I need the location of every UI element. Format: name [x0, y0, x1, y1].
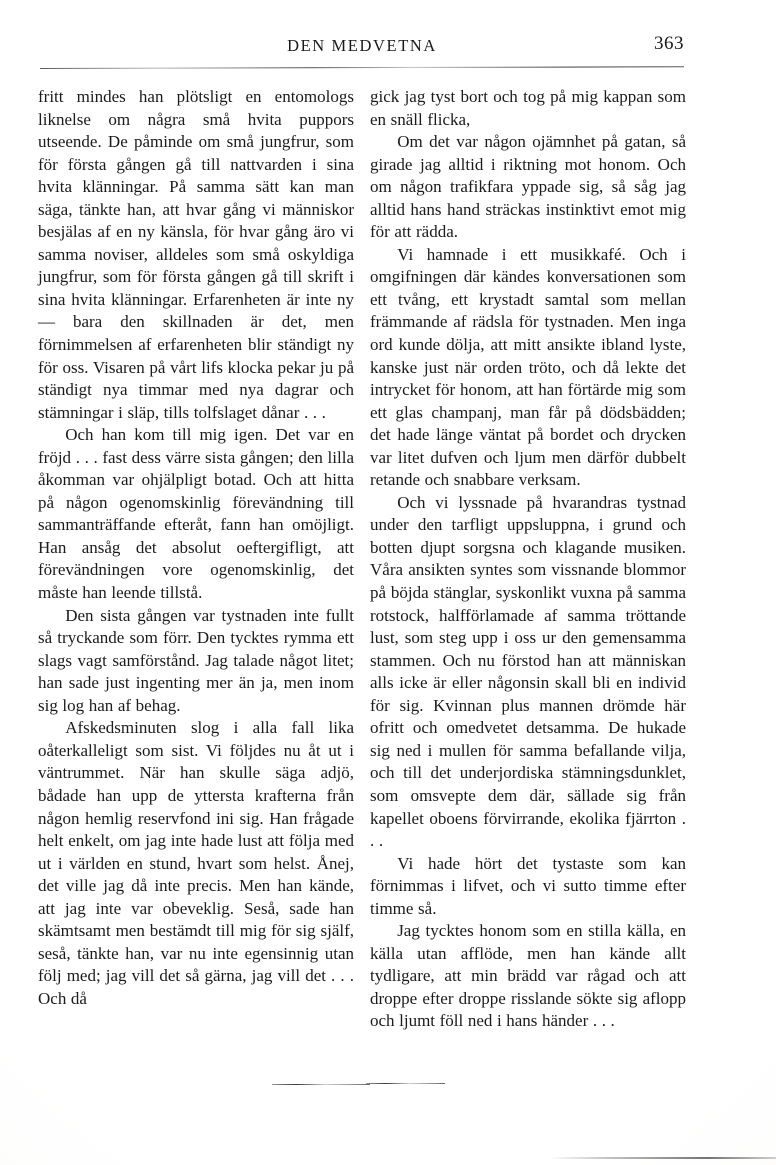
column-foot-rule-left: [272, 1084, 370, 1085]
paragraph: Vi hade hört det tystaste som kan förnimmas i lifvet, och vi sutto timme efter timme så.: [370, 853, 686, 918]
column-left: [38, 86, 354, 1033]
paragraph: fritt mindes han plötsligt en entomologs liknelse om några små hvita puppors utseende. De påminde om små jungfrur, som för första gången gå till nattvarden i sina hvita klänningar. På samma sätt kan man säga, tänkte han, att hvar gång vi människor besjälas af en ny känsla, för hvar gång äro vi samma noviser, alldeles som små oskyldiga jungfrur, som för första gången gå till skrift i sina hvita klänningar. Erfarenheten är inte ny — bara den skillnaden är det, men förnimmelsen af erfarenheten blir ständigt ny för oss. Visaren på vårt lifs klocka pekar ju på ständigt nya timmar med nya dagrar och stämningar i släp, tills tolfslaget dånar . . .: [38, 87, 354, 422]
paragraph: Om det var någon ojämnhet på gatan, så girade jag alltid i riktning mot honom. Och om någon trafikfara yppade sig, så såg jag alltid hans hand sträckas instinktivt emot mig för att rädda.: [370, 132, 686, 242]
scan-edge-artifact: [548, 1157, 776, 1159]
paragraph: Afskedsminuten slog i alla fall lika oåterkalleligt som sist. Vi följdes nu åt ut i väntrummet. När han skulle säga adjö, bådade han upp de yttersta krafterna från någon hemlig reservfond ini sig. Han frågade helt enkelt, om jag inte hade lust att följa med ut i världen en stund, hvart som helst. Ånej, det ville jag då inte precis. Men han kände, att jag inte var obeveklig. Seså, sade han skämtsamt men bestämdt till mig för sig själf, seså, tänkte han, var nu inte egensinnig utan följ med; jag vill det så gärna, jag vill det . . . Och då: [38, 718, 354, 1008]
paragraph: Den sista gången var tystnaden inte fullt så tryckande som förr. Den tycktes rymma ett slags vagt samförstånd. Jag talade något litet; han sade just ingenting mer än ja, men inom sig log han af behag.: [38, 605, 354, 715]
text-body: [38, 86, 686, 1033]
paragraph: Och vi lyssnade på hvarandras tystnad under den tarfligt uppsluppna, i grund och botten djupt sorgsna och klagande musiken. Våra ansikten syntes som vissnande blommor på böjda stänglar, syskonlikt vuxna på samma rotstock, halfförlamade af samma tröttande lust, som steg upp i oss ur den gemensamma stammen. Och nu förstod han att människan alls icke är eller någonsin skall bli en individ för sig. Kvinnan plus mannen drömde här ofritt och omedvetet detsamma. De hukade sig ned i mullen för samma befallande vilja, och till det underjordiska stämningsdunklet, som omsvepte dem där, sällade sig från kapellet oboens förvirrande, ekolika fjärrton . . .: [370, 492, 686, 851]
paragraph: Och han kom till mig igen. Det var en fröjd . . . fast dess värre sista gången; den lilla åkomman var ohjälpligt botad. Och att hitta på någon ogenomskinlig förevändning till sammanträffande efteråt, fann han omöjligt. Han ansåg det absolut oeftergifligt, att förevändningen vore ogenomskinlig, det måste han leende tillstå.: [38, 425, 354, 603]
header-rule: [40, 66, 684, 69]
running-head: [40, 33, 684, 62]
page-number: 363: [654, 33, 684, 54]
paragraph: gick jag tyst bort och tog på mig kappan som en snäll flicka,: [370, 87, 686, 129]
column-right: [370, 86, 686, 1033]
paragraph: Jag tycktes honom som en stilla källa, en källa utan afflöde, men han kände allt tydligare, att min brädd var rågad och att droppe efter droppe risslande sökte sig aflopp och ljumt föll ned i hans händer . . .: [370, 921, 686, 1031]
page-title: DEN MEDVETNA: [287, 36, 437, 55]
column-foot-rule-right: [366, 1083, 445, 1084]
paragraph: Vi hamnade i ett musikkafé. Och i omgifningen där kändes konversationen som ett tvång, ett krystadt samtal som mellan främmande af rädsla för tystnaden. Men inga ord kunde dölja, att mitt ansikte ibland lyste, kanske just när orden tröto, och då lekte det intrycket för honom, att han förtärde mig som ett glas champanj, man får på dödsbädden; det hade länge väntat på bordet och drycken var litet dufven och ljum men därför dubbelt retande och snabbare verksam.: [370, 244, 686, 490]
